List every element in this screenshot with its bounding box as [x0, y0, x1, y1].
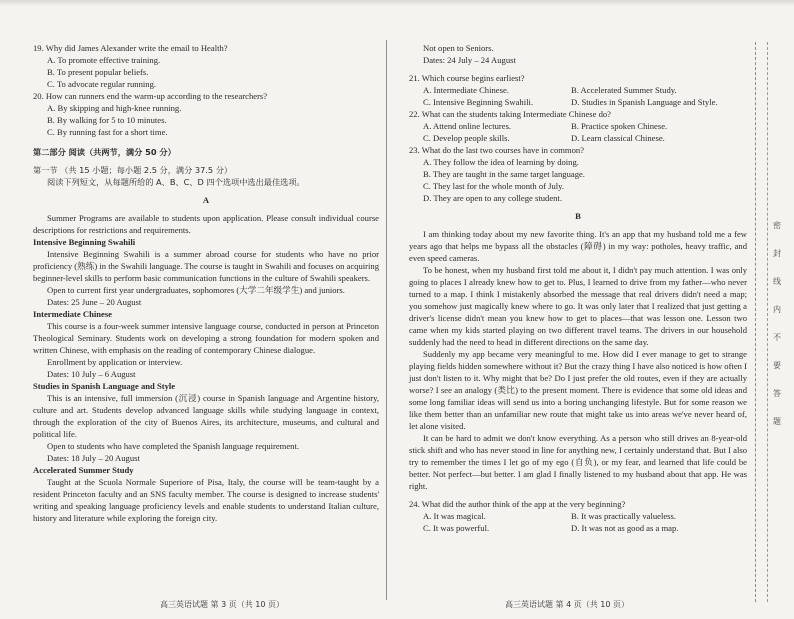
- chinese-title: Intermediate Chinese: [33, 309, 113, 319]
- seal-char: 内: [773, 305, 781, 314]
- seal-line-strip: [749, 42, 789, 602]
- section-heading: 第一节 （共 15 小题；每小题 2.5 分，满分 37.5 分）: [33, 165, 233, 175]
- accelerated-body: Taught at the Scuola Normale Superiore of Pisa, Italy, the course will be team-taught by a resident Princeton faculty and an SNS faculty member. The course is designed to increase students' writing and speaking language proficiency levels and enable students to understand Italian culture, history and literature while exploring the foreign city.: [33, 477, 379, 523]
- q23-option-d: D. They are open to any college student.: [423, 193, 562, 203]
- page-4: [397, 0, 794, 619]
- spanish-dates: Dates: 18 July – 20 August: [47, 453, 140, 463]
- q24-option-b: B. It was practically valueless.: [571, 511, 677, 521]
- seal-char: 封: [773, 249, 781, 258]
- passage-b-label: B: [575, 211, 581, 221]
- q22-option-d: D. Learn classical Chinese.: [571, 133, 665, 143]
- passage-b-paragraph-4: It can be hard to admit we don't know everything. As a person who still drives an 8-year-old stick shift and who has never stood in line for anything new, I certainly understand that. But I also try to remember the times I let go of my ego (自负), or my fear, and learned that life could be better. Not perfect—but better. I am glad I finally listened to my husband about that app. He was right.: [409, 433, 747, 491]
- q21-option-d: D. Studies in Spanish Language and Style.: [571, 97, 718, 107]
- q22-option-b: B. Practice spoken Chinese.: [571, 121, 668, 131]
- q24-options-row-1: [423, 510, 747, 522]
- q22-option-a: A. Attend online lectures.: [423, 121, 512, 131]
- q21-options-row-2: [423, 96, 747, 108]
- q24-option-a: A. It was magical.: [423, 511, 486, 521]
- q23-option-b: B. They are taught in the same target language.: [423, 169, 585, 179]
- q21-options-row-1: [423, 84, 747, 96]
- q20-option-b: B. By walking for 5 to 10 minutes.: [47, 115, 167, 125]
- accelerated-title: Accelerated Summer Study: [33, 465, 134, 475]
- q22-option-c: C. Develop people skills.: [423, 133, 510, 143]
- q23-option-c: C. They last for the whole month of July.: [423, 181, 565, 191]
- swahili-dates: Dates: 25 June – 20 August: [47, 297, 142, 307]
- section-instruction: 阅读下列短文，从每题所给的 A、B、C、D 四个选项中选出最佳选项。: [47, 177, 305, 187]
- chinese-dates: Dates: 10 July – 6 August: [47, 369, 136, 379]
- seal-char: 线: [773, 277, 781, 286]
- passage-b-paragraph-1: I am thinking today about my new favorite thing. It's an app that my husband told me a few years ago that helps me bypass all the obstacles (障碍) in my way: potholes, heavy traffic, and even speed cameras.: [409, 229, 747, 263]
- q21-option-c: C. Intensive Beginning Swahili.: [423, 97, 534, 107]
- q24-option-c: C. It was powerful.: [423, 523, 490, 533]
- chinese-body: This course is a four-week summer intensive language course, conducted in person at Princeton Theological Seminary. Students work on developing a strong foundation for modern spoken and written Chinese, with emphasis on the reading of contemporary Chinese dialogue.: [33, 321, 379, 355]
- spanish-title: Studies in Spanish Language and Style: [33, 381, 176, 391]
- q19-option-a: A. To promote effective training.: [47, 55, 161, 65]
- q21-option-a: A. Intermediate Chinese.: [423, 85, 509, 95]
- chinese-open: Enrollment by application or interview.: [47, 357, 183, 367]
- q20-option-a: A. By skipping and high-knee running.: [47, 103, 182, 113]
- page-4-footer: 高三英语试题 第 4 页（共 10 页）: [505, 600, 629, 609]
- q19-option-c: C. To advocate regular running.: [47, 79, 157, 89]
- q23-option-a: A. They follow the idea of learning by doing.: [423, 157, 579, 167]
- question-19-stem: 19. Why did James Alexander write the email to Health?: [33, 43, 228, 53]
- passage-b-paragraph-2: To be honest, when my husband first told me about it, I didn't pay much attention. I was only going to places I already knew how to get to. Plus, I learned to drive from my father—who never turned to a map. I think I mistakenly absorbed the message that real drivers didn't need a map; you somehow just magically knew where to go. It was only later that I realized that just getting a driver's license didn't mean you knew how to get to places—that was lesson one. Lesson two came when my kids started playing on two different travel teams. The drivers in our household suddenly had the need to head in different directions on the same day.: [409, 265, 747, 347]
- passage-b-paragraph-3: Suddenly my app became very meaningful to me. How did I ever manage to get to strange playing fields hidden somewhere without it? But the crazy thing I have also noticed is how often I just don't listen to it. Why might that be? Do I just prefer the old routes, even if they are actually worse? I see an analogy (类比) to the present moment. There is evidence that some old ideas and some long familiar ideas will send us into a boring unchanging lifestyle. But for some reason we like them better than an unfamiliar new route that might take us into areas we've never heard of, let alone visited.: [409, 349, 747, 431]
- q24-options-row-2: [423, 522, 747, 534]
- q22-options-row-1: [423, 120, 747, 132]
- seal-dashed-line-inner: [767, 42, 768, 602]
- seal-char: 答: [773, 389, 781, 398]
- q21-option-b: B. Accelerated Summer Study.: [571, 85, 677, 95]
- question-20-stem: 20. How can runners end the warm-up according to the researchers?: [33, 91, 268, 101]
- accelerated-dates: Dates: 24 July – 24 August: [423, 55, 516, 65]
- q22-options-row-2: [423, 132, 747, 144]
- question-21-stem: 21. Which course begins earliest?: [409, 73, 525, 83]
- swahili-body: Intensive Beginning Swahili is a summer abroad course for students who have no prior proficiency (熟练) in the Swahili language. The course is taught in Swahili and focuses on acquiring beginner-level skills to perform basic communication functions in the culture of Swahili speakers.: [33, 249, 379, 283]
- passage-a-label: A: [202, 195, 210, 205]
- question-22-stem: 22. What can the students taking Intermediate Chinese do?: [409, 109, 611, 119]
- q24-option-d: D. It was not as good as a map.: [571, 523, 679, 533]
- passage-a-intro: Summer Programs are available to students upon application. Please consult individual course descriptions for restrictions and requirements.: [33, 213, 379, 235]
- seal-text: [771, 212, 783, 436]
- page-divider: [386, 40, 387, 600]
- seal-char: 不: [773, 333, 781, 342]
- accelerated-open: Not open to Seniors.: [423, 43, 494, 53]
- page-3-footer: 高三英语试题 第 3 页（共 10 页）: [160, 600, 284, 609]
- question-23-stem: 23. What do the last two courses have in common?: [409, 145, 585, 155]
- left-column: [33, 42, 379, 524]
- seal-char: 要: [773, 361, 781, 370]
- q20-option-c: C. By running fast for a short time.: [47, 127, 168, 137]
- question-24-stem: 24. What did the author think of the app at the very beginning?: [409, 499, 626, 509]
- seal-char: 密: [773, 221, 781, 230]
- seal-char: 题: [773, 417, 781, 426]
- spanish-body: This is an intensive, full immersion (沉浸) course in Spanish language and Argentine history, culture and art. Students develop advanced language skills while studying language in context, through the exploration of the city of Buenos Aires, its architecture, museums, and cultural and political life.: [33, 393, 379, 439]
- swahili-title: Intensive Beginning Swahili: [33, 237, 136, 247]
- swahili-open: Open to current first year undergraduates, sophomores (大学二年级学生) and juniors.: [47, 285, 345, 295]
- spanish-open: Open to students who have completed the Spanish language requirement.: [47, 441, 300, 451]
- q19-option-b: B. To present popular beliefs.: [47, 67, 149, 77]
- seal-dashed-line-outer: [755, 42, 756, 602]
- part-heading: 第二部分 阅读（共两节，满分 50 分）: [33, 147, 176, 157]
- right-column: [409, 42, 747, 534]
